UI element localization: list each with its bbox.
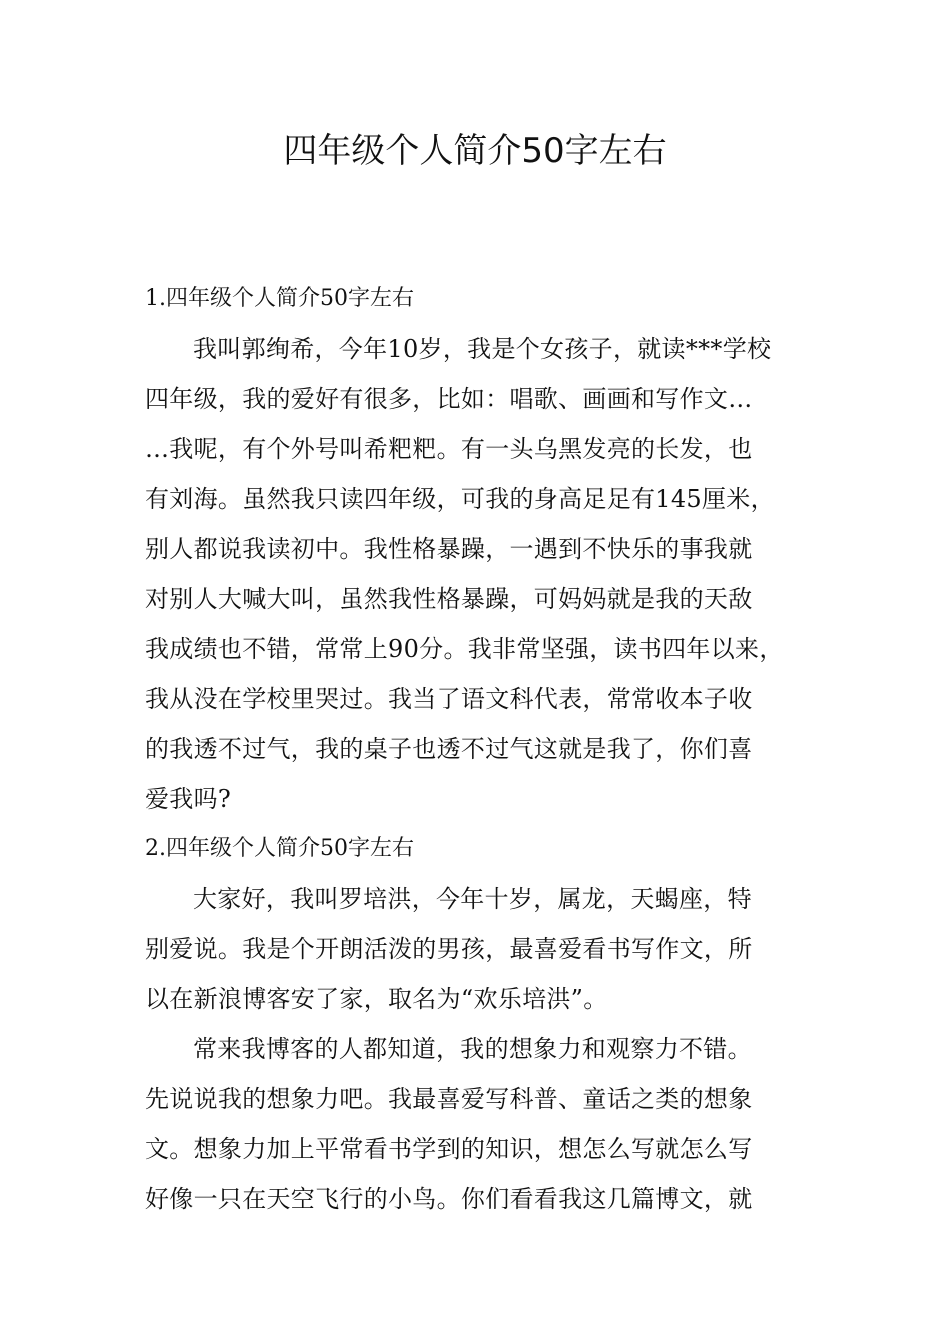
paragraph	[145, 328, 825, 820]
paragraph-line: 以在新浪博客安了家，取名为“欢乐培洪”。	[145, 985, 608, 1013]
section-heading: 1.四年级个人简介50字左右	[145, 286, 414, 311]
paragraph-line: 先说说我的想象力吧。我最喜爱写科普、童话之类的想象	[145, 1085, 753, 1113]
paragraph-line: 文。想象力加上平常看书学到的知识，想怎么写就怎么写	[145, 1135, 753, 1163]
paragraph-line: …我呢，有个外号叫希粑粑。有一头乌黑发亮的长发，也	[145, 435, 753, 463]
paragraph-line: 的我透不过气，我的桌子也透不过气这就是我了，你们喜	[145, 735, 753, 763]
section-heading: 2.四年级个人简介50字左右	[145, 836, 414, 861]
section-1	[145, 278, 825, 820]
paragraph-line: 好像一只在天空飞行的小鸟。你们看看我这几篇博文，就	[145, 1185, 753, 1213]
paragraph-line: 我成绩也不错，常常上90分。我非常坚强，读书四年以来，	[145, 635, 784, 663]
paragraph-line: 我叫郭绚希，今年10岁，我是个女孩子，就读***学校	[193, 335, 772, 363]
document-body	[145, 278, 825, 1228]
paragraph-line: 别人都说我读初中。我性格暴躁，一遇到不快乐的事我就	[145, 535, 753, 563]
paragraph-line: 对别人大喊大叫，虽然我性格暴躁，可妈妈就是我的天敌	[145, 585, 753, 613]
paragraph	[145, 1028, 825, 1220]
paragraph-line: 大家好，我叫罗培洪，今年十岁，属龙，天蝎座，特	[193, 885, 752, 913]
paragraph	[145, 878, 825, 1020]
page-title: 四年级个人简介50字左右	[283, 131, 667, 171]
paragraph-line: 我从没在学校里哭过。我当了语文科代表，常常收本子收	[145, 685, 753, 713]
paragraph-line: 爱我吗?	[145, 785, 232, 813]
paragraph-line: 有刘海。虽然我只读四年级，可我的身高足足有145厘米，	[145, 485, 775, 513]
paragraph-line: 四年级，我的爱好有很多，比如：唱歌、画画和写作文…	[145, 385, 753, 413]
paragraph-line: 别爱说。我是个开朗活泼的男孩，最喜爱看书写作文，所	[145, 935, 753, 963]
section-2	[145, 828, 825, 1220]
paragraph-line: 常来我博客的人都知道，我的想象力和观察力不错。	[193, 1035, 752, 1063]
